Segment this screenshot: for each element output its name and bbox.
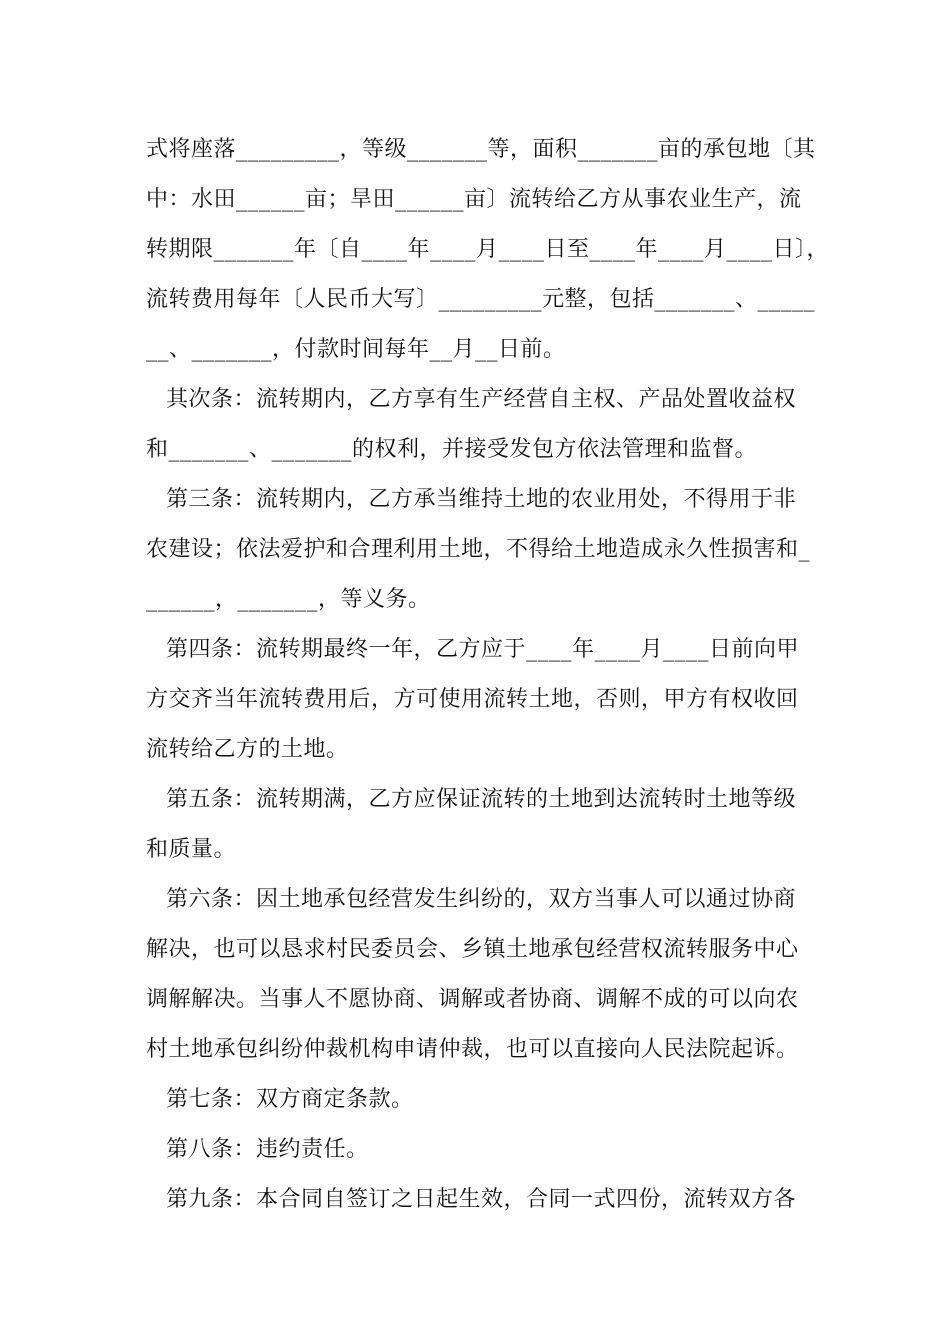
- clause-2-heading-line: 其次条：流转期内，乙方享有生产经营自主权、产品处置收益权: [166, 387, 797, 412]
- text-line: 式将座落_________，等级_______等，面积_______亩的承包地〔其: [146, 137, 816, 162]
- text-line: 农建设；依法爱护和合理利用土地，不得给土地造成永久性损害和_: [146, 537, 811, 562]
- text-line: 村土地承包纠纷仲裁机构申请仲裁，也可以直接向人民法院起诉。: [146, 1037, 799, 1062]
- clause-8-heading-line: 第八条：违约责任。: [166, 1137, 369, 1162]
- clause-3-heading-line: 第三条：流转期内，乙方承当维持土地的农业用处，不得用于非: [166, 487, 797, 512]
- clause-5-heading-line: 第五条：流转期满，乙方应保证流转的土地到达流转时土地等级: [166, 787, 797, 812]
- text-line: 和_______、_______的权利，并接受发包方依法管理和监督。: [146, 437, 758, 462]
- clause-4-heading-line: 第四条：流转期最终一年，乙方应于____年____月____日前向甲: [166, 637, 800, 662]
- document-body: [146, 125, 830, 1225]
- clause-7-heading-line: 第七条：双方商定条款。: [166, 1087, 414, 1112]
- text-line: 方交齐当年流转费用后，方可使用流转土地，否则，甲方有权收回: [146, 687, 799, 712]
- text-line: 和质量。: [146, 837, 237, 862]
- text-line: __、_______，付款时间每年__月__日前。: [146, 337, 566, 362]
- text-line: 调解解决。当事人不愿协商、调解或者协商、调解不成的可以向农: [146, 987, 799, 1012]
- clause-6-heading-line: 第六条：因土地承包经营发生纠纷的，双方当事人可以通过协商: [166, 887, 797, 912]
- text-line: 流转费用每年〔人民币大写〕_________元整，包括_______、_____: [146, 287, 816, 312]
- text-line: 流转给乙方的土地。: [146, 737, 349, 762]
- clause-9-heading-line: 第九条：本合同自签订之日起生效，合同一式四份，流转双方各: [166, 1187, 797, 1212]
- text-line: 中：水田______亩；旱田______亩〕流转给乙方从事农业生产，流: [146, 187, 802, 212]
- text-line: ______，_______，等义务。: [146, 587, 431, 612]
- text-line: 转期限_______年〔自____年____月____日至____年____月____日〕，: [146, 237, 830, 262]
- text-line: 解决，也可以恳求村民委员会、乡镇土地承包经营权流转服务中心: [146, 937, 799, 962]
